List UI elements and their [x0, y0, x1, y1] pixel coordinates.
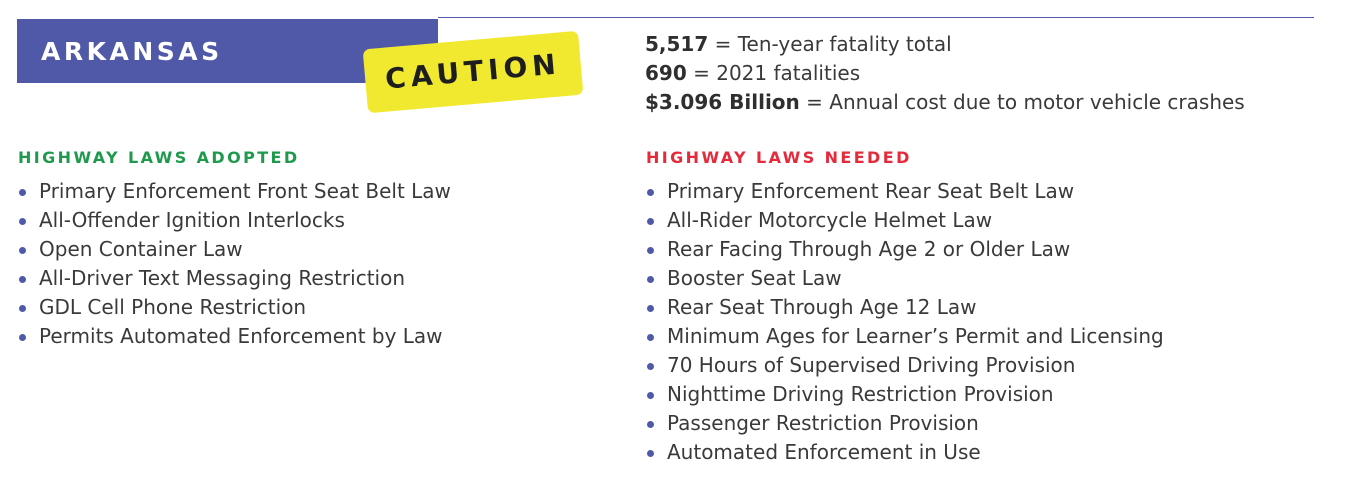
law-label: All-Driver Text Messaging Restriction	[39, 266, 406, 290]
law-label: Rear Seat Through Age 12 Law	[667, 295, 977, 319]
bullet-icon	[647, 392, 654, 399]
stat-value: 5,517	[645, 32, 709, 56]
stat-value: $3.096 Billion	[645, 90, 800, 114]
law-label: Permits Automated Enforcement by Law	[39, 324, 443, 348]
law-label: All-Rider Motorcycle Helmet Law	[667, 208, 993, 232]
bullet-icon	[19, 276, 26, 283]
bullet-icon	[647, 363, 654, 370]
bullet-icon	[19, 218, 26, 225]
stat-annual-cost	[645, 88, 1245, 117]
bullet-icon	[19, 305, 26, 312]
law-label: GDL Cell Phone Restriction	[39, 295, 307, 319]
bullet-icon	[647, 189, 654, 196]
stat-label: = 2021 fatalities	[686, 61, 861, 85]
list-item	[646, 438, 1164, 467]
laws-needed-section	[646, 148, 1164, 467]
law-label: Minimum Ages for Learner’s Permit and Licensing	[667, 324, 1164, 348]
list-item	[646, 380, 1164, 409]
bullet-icon	[19, 334, 26, 341]
list-item	[646, 409, 1164, 438]
stat-2021-fatalities	[645, 59, 1245, 88]
list-item	[18, 206, 451, 235]
bullet-icon	[647, 305, 654, 312]
caution-label: CAUTION	[383, 47, 562, 96]
list-item	[18, 264, 451, 293]
list-item	[18, 322, 451, 351]
list-item	[646, 206, 1164, 235]
laws-adopted-heading: HIGHWAY LAWS ADOPTED	[18, 148, 300, 167]
law-label: Nighttime Driving Restriction Provision	[667, 382, 1054, 406]
bullet-icon	[19, 189, 26, 196]
stat-label: = Annual cost due to motor vehicle crashes	[799, 90, 1245, 114]
stat-value: 690	[645, 61, 687, 85]
law-label: Passenger Restriction Provision	[667, 411, 979, 435]
law-label: 70 Hours of Supervised Driving Provision	[667, 353, 1076, 377]
list-item	[646, 322, 1164, 351]
bullet-icon	[19, 247, 26, 254]
bullet-icon	[647, 334, 654, 341]
list-item	[18, 293, 451, 322]
law-label: Primary Enforcement Rear Seat Belt Law	[667, 179, 1075, 203]
list-item	[646, 264, 1164, 293]
list-item	[18, 177, 451, 206]
list-item	[646, 235, 1164, 264]
laws-adopted-section	[18, 148, 451, 351]
bullet-icon	[647, 421, 654, 428]
law-label: Booster Seat Law	[667, 266, 842, 290]
bullet-icon	[647, 276, 654, 283]
laws-needed-heading: HIGHWAY LAWS NEEDED	[646, 148, 912, 167]
laws-adopted-list	[18, 177, 451, 351]
bullet-icon	[647, 450, 654, 457]
list-item	[646, 293, 1164, 322]
list-item	[646, 351, 1164, 380]
list-item	[18, 235, 451, 264]
law-label: All-Offender Ignition Interlocks	[39, 208, 345, 232]
bullet-icon	[647, 247, 654, 254]
stat-ten-year-total	[645, 30, 1245, 59]
state-name: ARKANSAS	[41, 37, 223, 66]
list-item	[646, 177, 1164, 206]
law-label: Open Container Law	[39, 237, 243, 261]
law-label: Primary Enforcement Front Seat Belt Law	[39, 179, 451, 203]
fatality-stats	[645, 30, 1245, 117]
laws-needed-list	[646, 177, 1164, 467]
bullet-icon	[647, 218, 654, 225]
law-label: Rear Facing Through Age 2 or Older Law	[667, 237, 1071, 261]
header-divider	[438, 17, 1314, 18]
stat-label: = Ten-year fatality total	[708, 32, 952, 56]
law-label: Automated Enforcement in Use	[667, 440, 981, 464]
